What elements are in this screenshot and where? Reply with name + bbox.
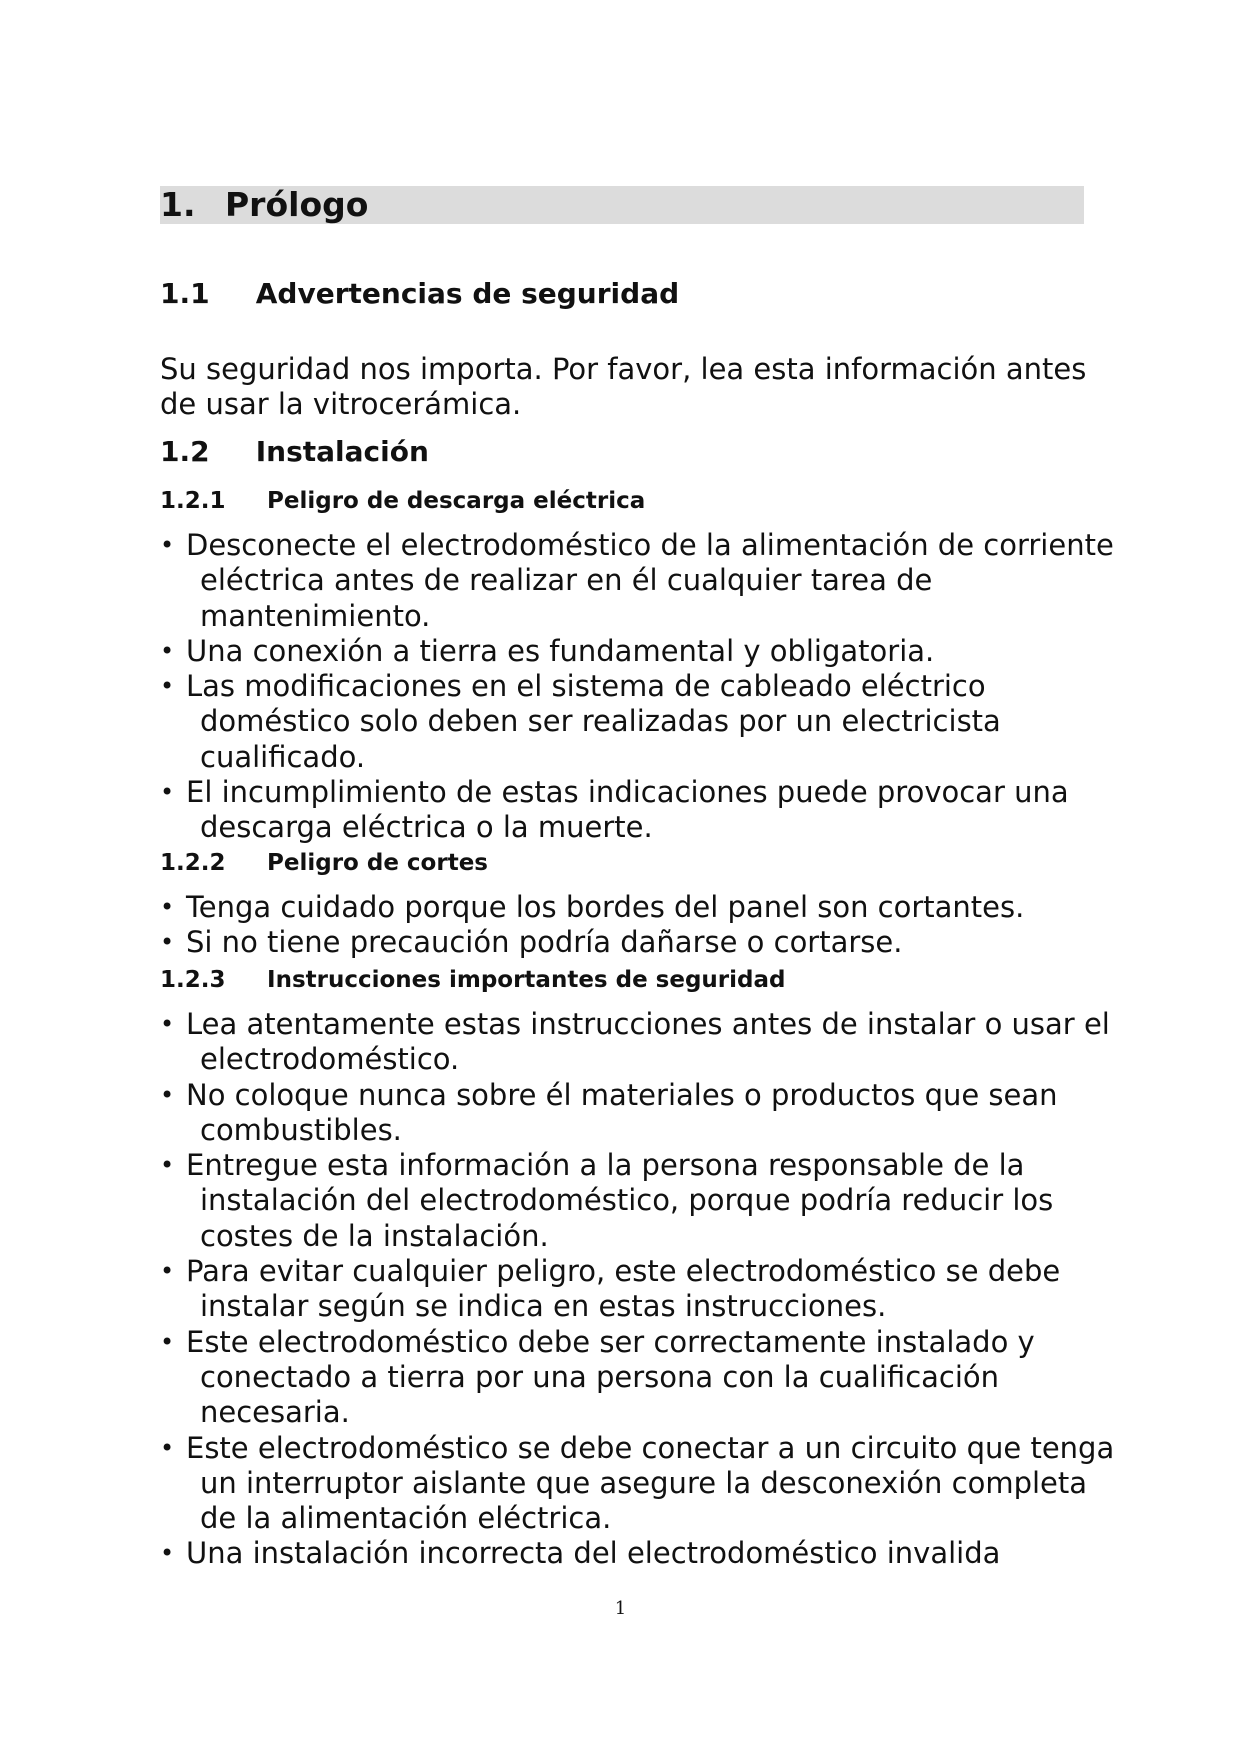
list-item-text: Si no tiene precaución podría dañarse o cortarse.: [186, 925, 903, 960]
list-item: [160, 669, 1120, 775]
subsection-title: Peligro de cortes: [267, 850, 488, 876]
bullet-icon: •: [160, 1080, 175, 1109]
list-item-text: Desconecte el electrodoméstico de la alimentación de corriente eléctrica antes de realizar en él cualquier tarea de mantenimiento.: [186, 528, 1114, 633]
list-item: [160, 1431, 1120, 1537]
bullet-icon: •: [160, 1257, 175, 1286]
list-cuts: [160, 890, 1120, 961]
chapter-number: 1.: [160, 185, 196, 224]
subsection-title: Instrucciones importantes de seguridad: [267, 967, 786, 993]
list-item: [160, 1148, 1120, 1254]
section-number: 1.1: [160, 277, 210, 310]
section-title: Advertencias de seguridad: [255, 277, 680, 310]
list-item: [160, 1254, 1120, 1325]
list-item: [160, 925, 1120, 960]
subsection-number: 1.2.2: [160, 850, 226, 876]
list-item-text: Este electrodoméstico se debe conectar a un circuito que tenga un interruptor aislante que asegure la desconexión completa de la alimentación eléctrica.: [186, 1430, 1115, 1536]
section-heading-1-1: [160, 277, 679, 311]
bullet-icon: •: [160, 636, 175, 665]
list-item-text: Una conexión a tierra es fundamental y obligatoria.: [186, 633, 935, 668]
list-item-text: Las modificaciones en el sistema de cableado eléctrico doméstico solo deben ser realizadas por un electricista cualificado.: [186, 669, 1001, 774]
intro-paragraph: Su seguridad nos importa. Por favor, lea esta información antes de usar la vitrocerámica.: [160, 352, 1087, 421]
list-item: [160, 1078, 1120, 1149]
bullet-icon: •: [160, 1433, 175, 1462]
subsection-number: 1.2.3: [160, 967, 226, 993]
list-item: [160, 528, 1120, 634]
bullet-icon: •: [160, 928, 175, 957]
subsection-heading-1-2-2: [160, 849, 488, 877]
chapter-heading: [160, 186, 1084, 224]
list-electric-shock: [160, 528, 1120, 846]
list-item: [160, 1325, 1120, 1431]
subsection-heading-1-2-1: [160, 487, 645, 515]
bullet-icon: •: [160, 531, 175, 559]
bullet-icon: •: [160, 1539, 175, 1568]
list-item: [160, 634, 1120, 669]
list-item-text: No coloque nunca sobre él materiales o productos que sean combustibles.: [186, 1077, 1058, 1147]
list-item-text: Tenga cuidado porque los bordes del panel son cortantes.: [186, 890, 1025, 924]
bullet-icon: •: [160, 1010, 175, 1038]
bullet-icon: •: [160, 672, 175, 701]
section-heading-1-2: [160, 435, 429, 469]
list-safety-instructions: [160, 1007, 1120, 1572]
list-item-text: El incumplimiento de estas indicaciones puede provocar una descarga eléctrica o la muerte.: [186, 775, 1069, 845]
list-item: [160, 1536, 1120, 1571]
list-item: [160, 1007, 1120, 1078]
list-item-text: Lea atentamente estas instrucciones antes de instalar o usar el electrodoméstico.: [186, 1007, 1110, 1077]
bullet-icon: •: [160, 893, 175, 921]
list-item-text: Una instalación incorrecta del electrodoméstico invalida: [186, 1536, 1001, 1571]
list-item-text: Este electrodoméstico debe ser correctamente instalado y conectado a tierra por una persona con la cualificación necesaria.: [186, 1324, 1035, 1430]
subsection-title: Peligro de descarga eléctrica: [267, 488, 646, 514]
list-item: [160, 890, 1120, 925]
bullet-icon: •: [160, 1151, 175, 1180]
subsection-number: 1.2.1: [160, 488, 226, 514]
list-item: [160, 775, 1120, 846]
page-number: 1: [614, 1598, 627, 1619]
list-item-text: Para evitar cualquier peligro, este electrodoméstico se debe instalar según se indica en estas instrucciones.: [186, 1254, 1061, 1324]
chapter-title: Prólogo: [225, 185, 369, 224]
subsection-heading-1-2-3: [160, 966, 785, 994]
bullet-icon: •: [160, 778, 175, 807]
section-title: Instalación: [255, 435, 429, 468]
section-number: 1.2: [160, 435, 210, 468]
list-item-text: Entregue esta información a la persona responsable de la instalación del electrodoméstico, porque podría reducir los costes de la instalación.: [186, 1148, 1054, 1253]
bullet-icon: •: [160, 1327, 175, 1356]
